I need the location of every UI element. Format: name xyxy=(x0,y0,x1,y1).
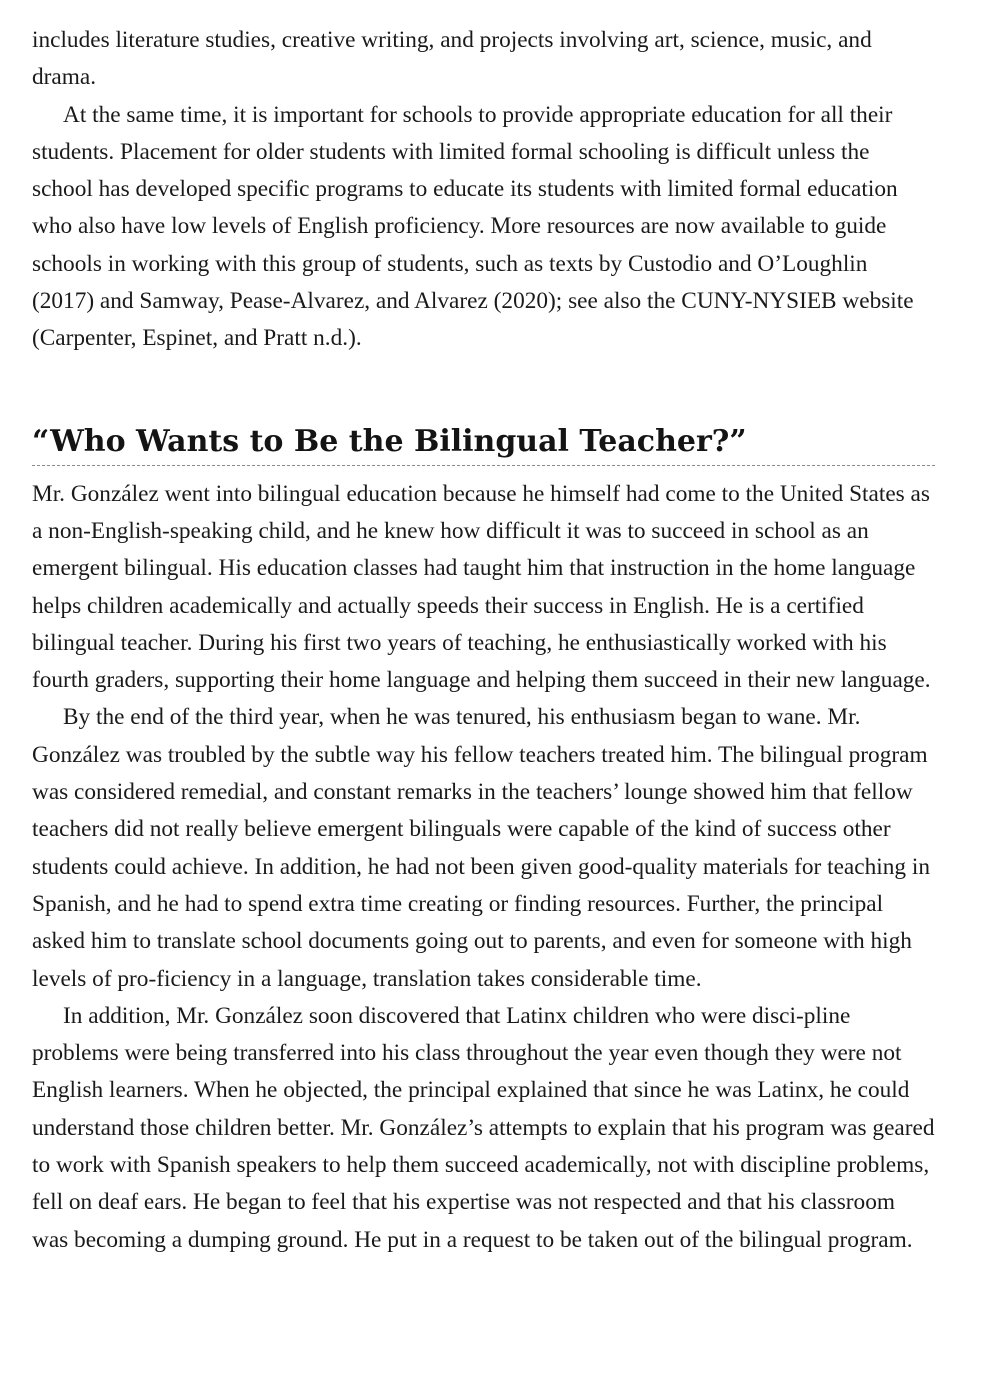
document-page xyxy=(32,22,935,1259)
section-paragraph-3: In addition, Mr. González soon discovered that Latinx children who were disci-pline problems were being transferred into his class throughout the year even though they were not English learners. When he objected, the principal explained that since he was Latinx, he could understand those children better. Mr. González’s attempts to explain that his program was geared to work with Spanish speakers to help them succeed academically, not with discipline problems, fell on deaf ears. He began to feel that his expertise was not respected and that his classroom was becoming a dumping ground. He put in a request to be taken out of the bilingual program. xyxy=(32,1002,935,1253)
section-paragraph-1: Mr. González went into bilingual education because he himself had come to the United States as a non-English-speaking child, and he knew how difficult it was to succeed in school as an emergent bilingual. His education classes had taught him that instruction in the home language helps children academically and actually speeds their success in English. He is a certified bilingual teacher. During his first two years of teaching, he enthusiastically worked with his fourth graders, supporting their home language and helping them succeed in their new language. xyxy=(32,480,931,694)
intro-continuation-paragraph: includes literature studies, creative writing, and projects involving art, science, music, and drama. xyxy=(32,27,872,91)
section-heading: “Who Wants to Be the Bilingual Teacher?” xyxy=(32,423,935,466)
section-paragraph-2: By the end of the third year, when he was tenured, his enthusiasm began to wane. Mr. González was troubled by the subtle way his fellow teachers treated him. The bilingual program was considered remedial, and constant remarks in the teachers’ lounge showed him that fellow teachers did not really believe emergent bilinguals were capable of the kind of success other students could achieve. In addition, he had not been given good-quality materials for teaching in Spanish, and he had to spend extra time creating or finding resources. Further, the principal asked him to translate school documents going out to parents, and even for someone with high levels of pro-ficiency in a language, translation takes considerable time. xyxy=(32,704,930,992)
section-spacer xyxy=(32,358,935,423)
intro-paragraph: At the same time, it is important for schools to provide appropriate education for all their students. Placement for older students with limited formal schooling is difficult unless the school has developed specific programs to educate its students with limited formal education who also have low levels of English proficiency. More resources are now available to guide schools in working with this group of students, such as texts by Custodio and O’Loughlin (2017) and Samway, Pease-Alvarez, and Alvarez (2020); see also the CUNY-NYSIEB website (Carpenter, Espinet, and Pratt n.d.). xyxy=(32,101,914,352)
